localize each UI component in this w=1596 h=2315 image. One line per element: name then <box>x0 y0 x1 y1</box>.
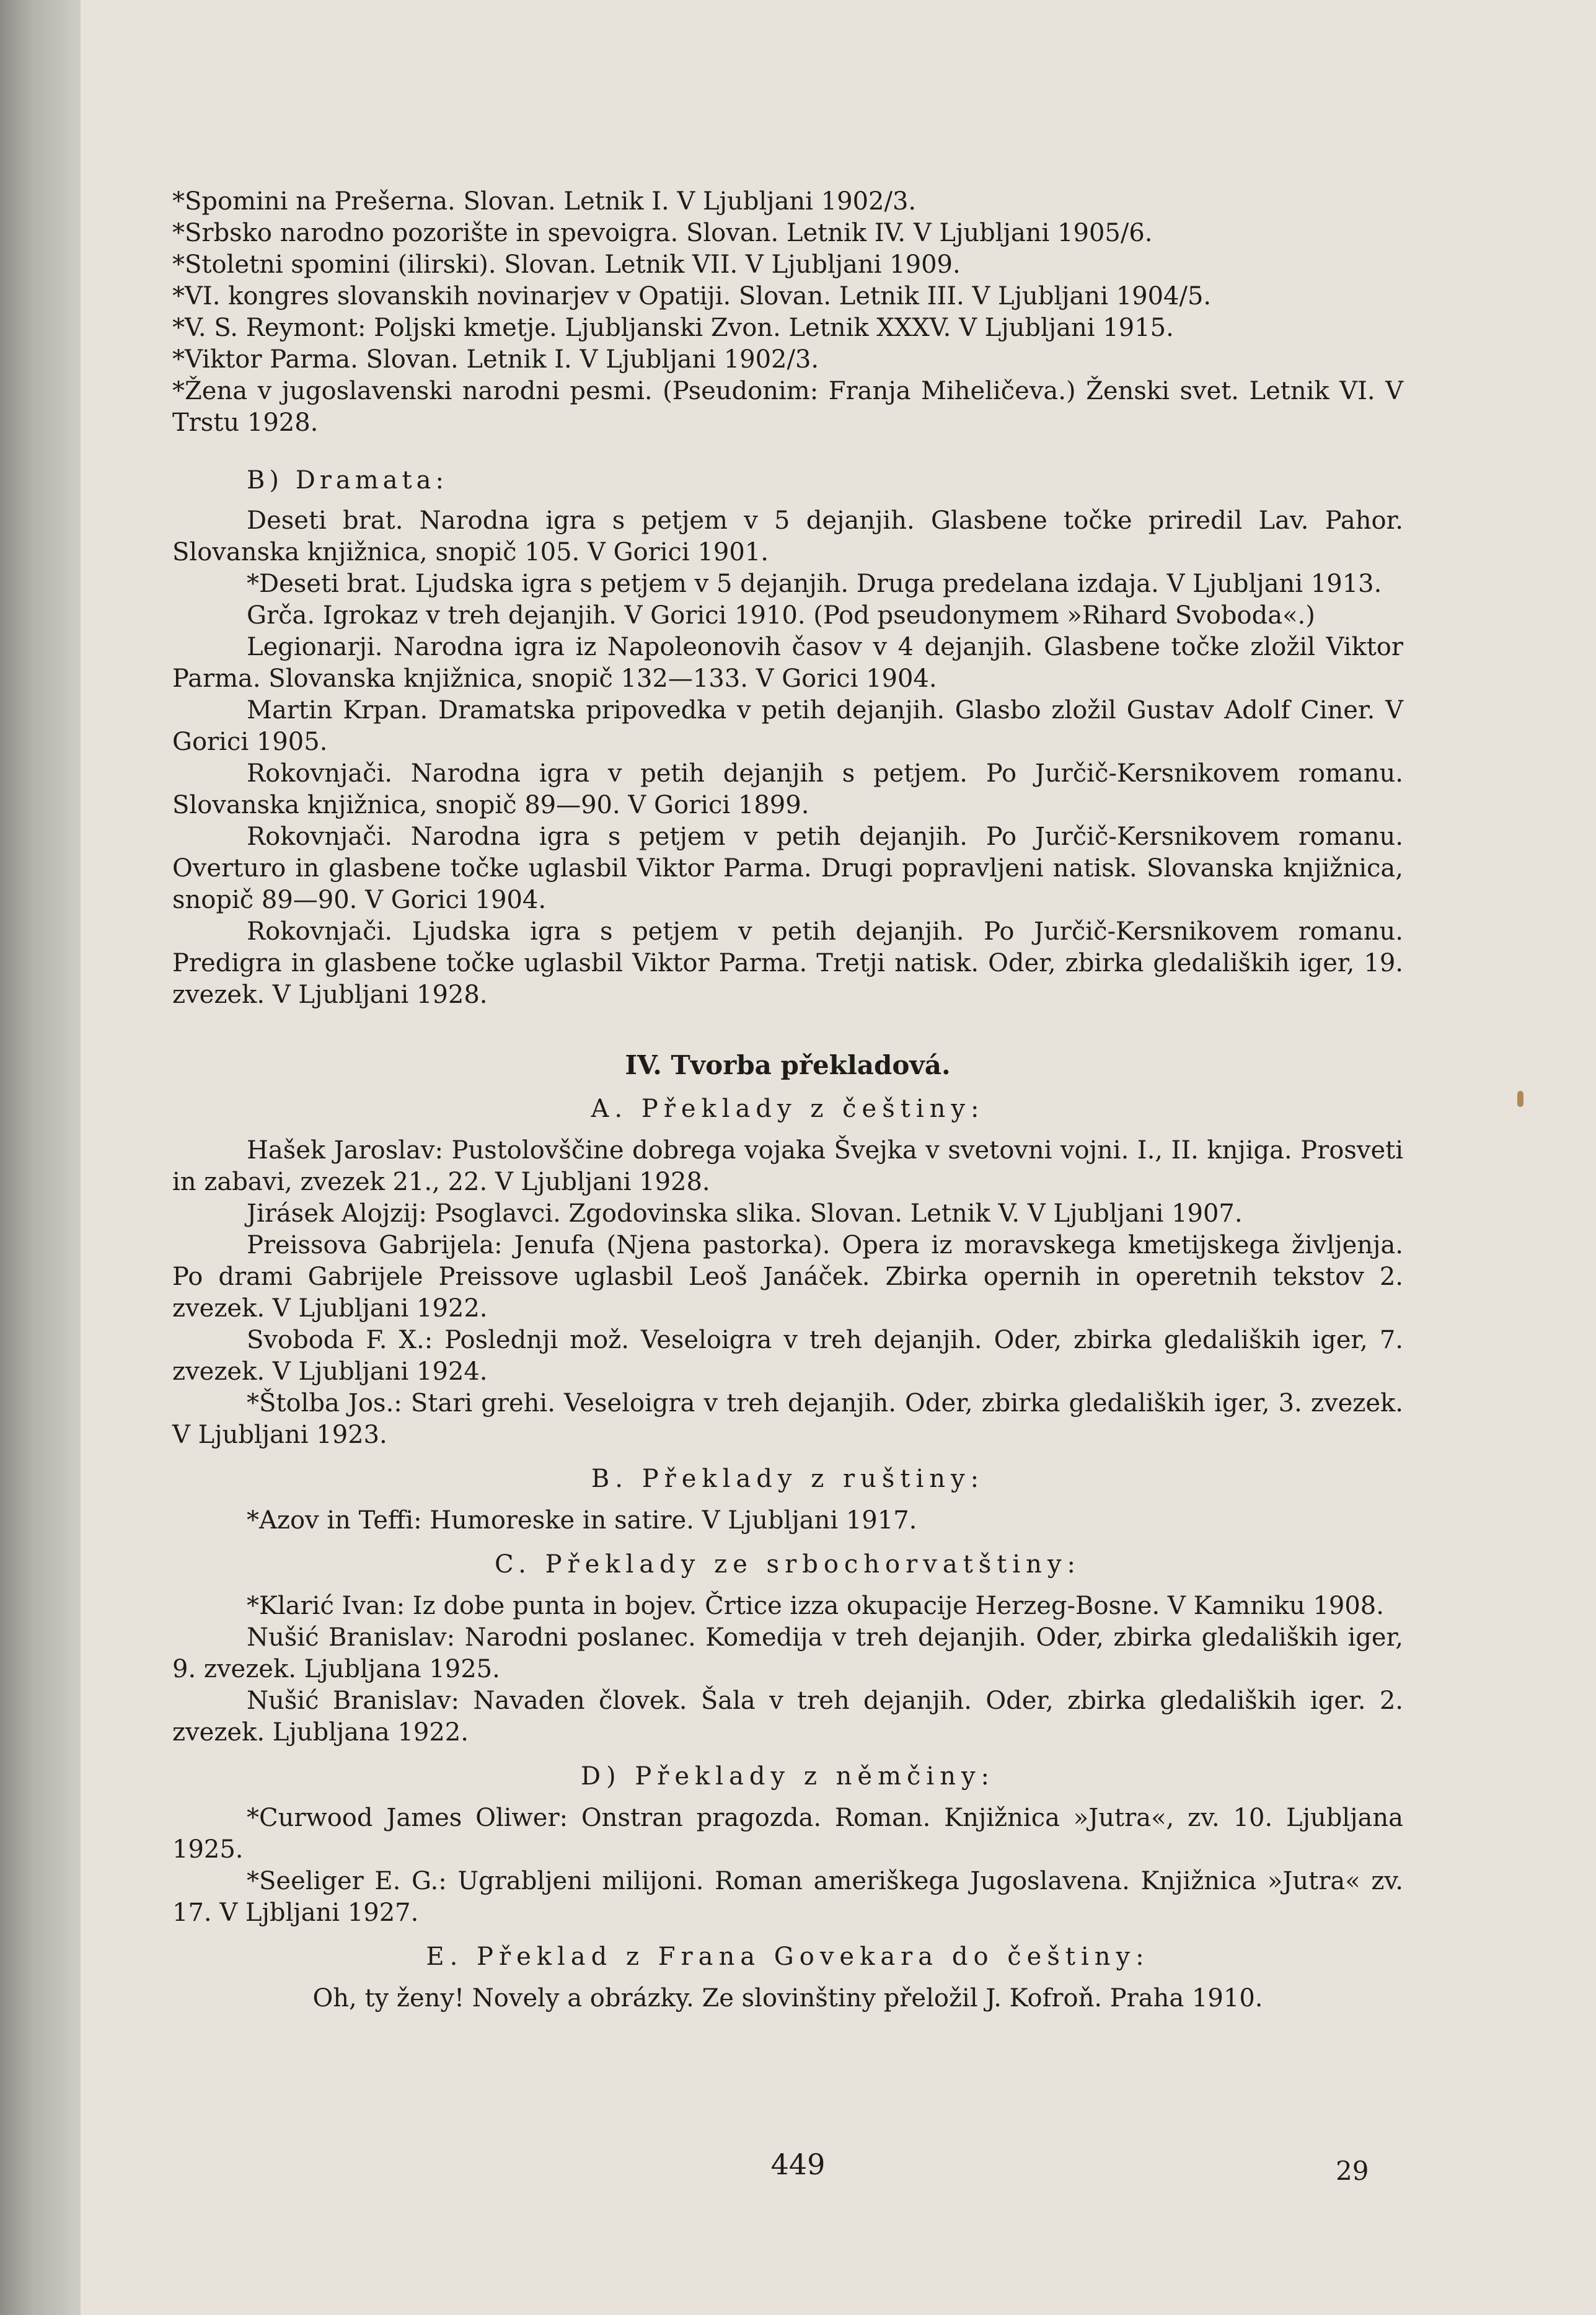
page-number: 449 <box>770 2148 826 2181</box>
section-iv-c-list <box>172 1590 1403 1748</box>
section-iv-b-list <box>172 1505 1403 1537</box>
list-item: *V. S. Reymont: Poljski kmetje. Ljubljanski Zvon. Letnik XXXV. V Ljubljani 1915. <box>172 314 1174 342</box>
list-item: *Stoletni spomini (ilirski). Slovan. Letnik VII. V Ljubljani 1909. <box>172 250 961 279</box>
list-item: Deseti brat. Narodna igra s petjem v 5 dejanjih. Glasbene točke priredil Lav. Pahor. Slovanska knjižnica, snopič 105. V Gorici 1901. <box>172 506 1403 567</box>
section-iv-a-heading: A. Překlady z češtiny: <box>591 1095 985 1123</box>
list-item: Svoboda F. X.: Poslednji mož. Veseloigra v treh dejanjih. Oder, zbirka gledaliških iger, 7. zvezek. V Ljubljani 1924. <box>172 1326 1403 1386</box>
list-item: *Spomini na Prešerna. Slovan. Letnik I. V Ljubljani 1902/3. <box>172 187 917 216</box>
list-item: *Klarić Ivan: Iz dobe punta in bojev. Črtice izza okupacije Herzeg-Bosne. V Kamniku 1908. <box>247 1592 1384 1620</box>
list-item: Legionarji. Narodna igra iz Napoleonovih časov v 4 dejanjih. Glasbene točke zložil Viktor Parma. Slovanska knjižnica, snopič 132—133. V Gorici 1904. <box>172 633 1403 693</box>
section-iv-e-list <box>172 1983 1403 2014</box>
section-iv-e-heading: E. Překlad z Frana Govekara do češtiny: <box>426 1942 1150 1971</box>
section-iv-d-list <box>172 1802 1403 1929</box>
section-b-list <box>172 505 1403 1011</box>
part1-list <box>172 186 1403 439</box>
list-item: Oh, ty ženy! Novely a obrázky. Ze slovinštiny přeložil J. Kofroň. Praha 1910. <box>312 1984 1263 2013</box>
list-item: Grča. Igrokaz v treh dejanjih. V Gorici 1910. (Pod pseudonymem »Rihard Svoboda«.) <box>247 601 1315 630</box>
section-iv-title: IV. Tvorba překladová. <box>625 1050 951 1080</box>
book-binding <box>0 0 81 2315</box>
section-b-heading: B) Dramata: <box>247 466 448 495</box>
list-item: *Srbsko narodno pozorište in spevoigra. Slovan. Letnik IV. V Ljubljani 1905/6. <box>172 219 1153 247</box>
list-item: Nušić Branislav: Narodni poslanec. Komedija v treh dejanjih. Oder, zbirka gledaliških iger, 9. zvezek. Ljubljana 1925. <box>172 1623 1403 1683</box>
list-item: *Štolba Jos.: Stari grehi. Veseloigra v treh dejanjih. Oder, zbirka gledaliških iger, 3. zvezek. V Ljubljani 1923. <box>172 1389 1403 1449</box>
list-item: *Deseti brat. Ljudska igra s petjem v 5 dejanjih. Druga predelana izdaja. V Ljubljani 1913. <box>247 570 1382 598</box>
section-iv-a-list <box>172 1135 1403 1451</box>
section-iv-c-heading: C. Překlady ze srbochorvatštiny: <box>494 1550 1082 1579</box>
sheet-number: 29 <box>1336 2156 1369 2186</box>
list-item: *VI. kongres slovanskih novinarjev v Opatiji. Slovan. Letnik III. V Ljubljani 1904/5. <box>172 282 1212 311</box>
list-item: Preissova Gabrijela: Jenufa (Njena pastorka). Opera iz moravskega kmetijskega življenja. Po drami Gabrijele Preissove uglasbil Leoš Janáček. Zbirka opernih in operetnih tekstov 2. zvezek. V Ljubljani 1922. <box>172 1231 1403 1323</box>
margin-mark <box>1517 1091 1523 1107</box>
page-text <box>172 186 1403 2014</box>
list-item: Rokovnjači. Ljudska igra s petjem v petih dejanjih. Po Jurčič-Kersnikovem romanu. Predigra in glasbene točke uglasbil Viktor Parma. Tretji natisk. Oder, zbirka gledaliških iger, 19. zvezek. V Ljubljani 1928. <box>172 917 1403 1009</box>
section-iv-d-heading: D) Překlady z němčiny: <box>580 1762 995 1791</box>
list-item: *Seeliger E. G.: Ugrabljeni milijoni. Roman ameriškega Jugoslavena. Knjižnica »Jutra« zv. 17. V Ljbljani 1927. <box>172 1867 1403 1927</box>
list-item: *Azov in Teffi: Humoreske in satire. V Ljubljani 1917. <box>247 1506 917 1535</box>
section-iv-b-heading: B. Překlady z ruštiny: <box>591 1465 985 1493</box>
list-item: Martin Krpan. Dramatska pripovedka v petih dejanjih. Glasbo zložil Gustav Adolf Ciner. V Gorici 1905. <box>172 696 1403 756</box>
list-item: *Žena v jugoslavenski narodni pesmi. (Pseudonim: Franja Miheličeva.) Ženski svet. Letnik VI. V Trstu 1928. <box>172 377 1403 437</box>
list-item: Rokovnjači. Narodna igra s petjem v petih dejanjih. Po Jurčič-Kersnikovem romanu. Overturo in glasbene točke uglasbil Viktor Parma. Drugi popravljeni natisk. Slovanska knjižnica, snopič 89—90. V Gorici 1904. <box>172 822 1403 914</box>
list-item: Jirásek Alojzij: Psoglavci. Zgodovinska slika. Slovan. Letnik V. V Ljubljani 1907. <box>247 1199 1243 1228</box>
list-item: Nušić Branislav: Navaden človek. Šala v treh dejanjih. Oder, zbirka gledaliških iger. 2. zvezek. Ljubljana 1922. <box>172 1687 1403 1747</box>
list-item: Hašek Jaroslav: Pustolovščine dobrega vojaka Švejka v svetovni vojni. I., II. knjiga. Prosveti in zabavi, zvezek 21., 22. V Ljubljani 1928. <box>172 1136 1403 1196</box>
list-item: *Viktor Parma. Slovan. Letnik I. V Ljubljani 1902/3. <box>172 345 819 374</box>
list-item: Rokovnjači. Narodna igra v petih dejanjih s petjem. Po Jurčič-Kersnikovem romanu. Slovanska knjižnica, snopič 89—90. V Gorici 1899. <box>172 759 1403 819</box>
list-item: *Curwood James Oliwer: Onstran pragozda. Roman. Knjižnica »Jutra«, zv. 10. Ljubljana 1925. <box>172 1804 1403 1864</box>
